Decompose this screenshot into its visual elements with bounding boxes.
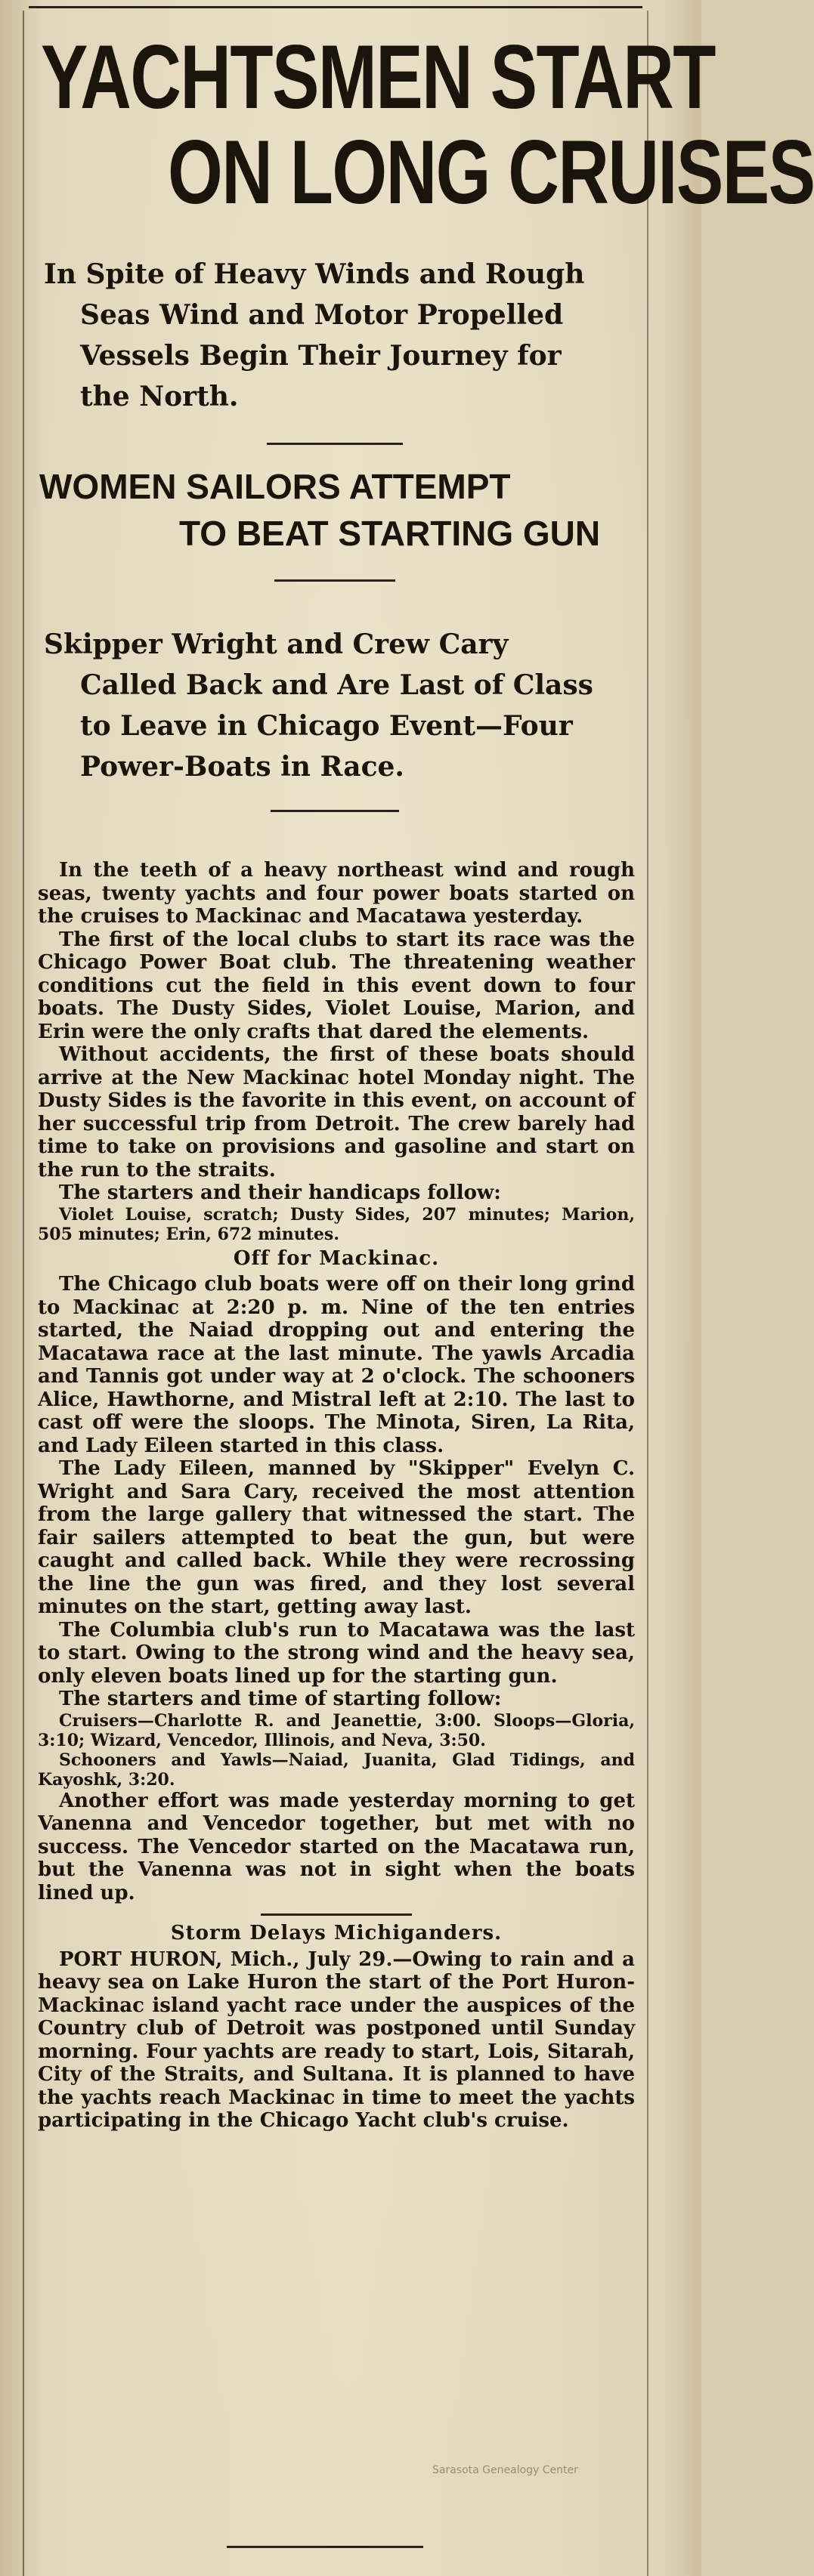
starters-list: Schooners and Yawls—Naiad, Juanita, Glad Tidings, and Kayoshk, 3:20. <box>38 1750 635 1790</box>
paragraph: The Lady Eileen, manned by "Skipper" Evelyn C. Wright and Sara Cary, received the most attention from the large gallery that witnessed the start. The fair sailers attempted to beat the gun, but were caught and called back. While they were recrossing the line the gun was fired, and they lost several minutes on the start, getting away last. <box>38 1457 635 1618</box>
paragraph: The starters and their handicaps follow: <box>59 1181 501 1204</box>
article-body <box>30 859 639 2133</box>
deck-2-line: Power-Boats in Race. <box>80 751 404 783</box>
deck-2-line: Skipper Wright and Crew Cary <box>44 629 509 660</box>
paragraph: PORT HURON, Mich., July 29.—Owing to rain and a heavy sea on Lake Huron the start of the Port Huron-Mackinac island yacht race under the auspices of the Country club of Detroit was postponed until Sunday morning. Four yachts are ready to start, Lois, Sitarah, City of the Straits, and Sultana. It is planned to have the yachts reach Mackinac in time to meet the yachts participating in the Chicago Yacht club's cruise. <box>38 1947 635 2132</box>
deck-1-line: Seas Wind and Motor Propelled <box>80 299 564 331</box>
column-left-border <box>23 11 24 2576</box>
deck-2-line: to Leave in Chicago Event—Four <box>80 710 573 742</box>
handicaps-list: Violet Louise, scratch; Dusty Sides, 207 minutes; Marion, 505 minutes; Erin, 672 minutes. <box>38 1204 635 1244</box>
deck-1 <box>44 254 639 417</box>
top-rule <box>29 6 642 8</box>
inline-subhead-off-for-mackinac: Off for Mackinac. <box>233 1246 440 1270</box>
deck-1-line: In Spite of Heavy Winds and Rough <box>44 258 585 290</box>
inline-subhead-storm-delays: Storm Delays Michiganders. <box>170 1922 503 1944</box>
paragraph: The first of the local clubs to start its race was the Chicago Power Boat club. The threatening weather conditions cut the field in this event down to four boats. The Dusty Sides, Violet Louise, Marion, and Erin were the only crafts that dared the elements. <box>38 928 635 1043</box>
section-rule <box>271 810 399 812</box>
deck-2 <box>44 624 639 787</box>
deck-2-line: Called Back and Are Last of Class <box>80 669 593 701</box>
headline-line-1: YACHTSMEN START <box>41 26 715 128</box>
watermark-text: Sarasota Genealogy Center <box>432 2464 578 2476</box>
section-rule <box>261 1913 412 1916</box>
deck-1-line: the North. <box>80 381 239 412</box>
paragraph: The Chicago club boats were off on their long grind to Mackinac at 2:20 p. m. Nine of the ten entries started, the Naiad dropping out and entering the Macatawa race at the last minute. The yawls Arcadia and Tannis got under way at 2 o'clock. The schooners Alice, Hawthorne, and Mistral left at 2:10. The last to cast off were the sloops. The Minota, Siren, La Rita, and Lady Eileen started in this class. <box>38 1273 635 1457</box>
column-right-border <box>647 11 648 2576</box>
section-rule <box>274 579 395 582</box>
starters-list: Cruisers—Charlotte R. and Jeanettie, 3:00. Sloops—Gloria, 3:10; Wizard, Vencedor, Illinois, and Neva, 3:50. <box>38 1710 635 1750</box>
article-column <box>30 17 814 2133</box>
paragraph: Another effort was made yesterday morning to get Vanenna and Vencedor together, but met with no success. The Vencedor started on the Macatawa run, but the Vanenna was not in sight when the boats lined up. <box>38 1789 635 1904</box>
bottom-rule <box>227 2546 423 2548</box>
paragraph: The starters and time of starting follow: <box>59 1688 502 1710</box>
sub-headline-line-1: WOMEN SAILORS ATTEMPT <box>39 467 511 506</box>
paragraph: In the teeth of a heavy northeast wind and rough seas, twenty yachts and four power boats started on the cruises to Mackinac and Macatawa yesterday. <box>38 859 635 928</box>
sub-headline <box>39 463 639 557</box>
paragraph: The Columbia club's run to Macatawa was the last to start. Owing to the strong wind and the heavy sea, only eleven boats lined up for the starting gun. <box>38 1618 635 1688</box>
paragraph: Without accidents, the first of these boats should arrive at the New Mackinac hotel Monday night. The Dusty Sides is the favorite in this event, on account of her successful trip from Detroit. The crew barely had time to take on provisions and gasoline and start on the run to the straits. <box>38 1043 635 1181</box>
sub-headline-line-2: TO BEAT STARTING GUN <box>179 514 601 553</box>
deck-1-line: Vessels Begin Their Journey for <box>80 340 562 372</box>
section-rule <box>267 443 403 445</box>
headline-line-2: ON LONG CRUISES <box>168 122 814 223</box>
